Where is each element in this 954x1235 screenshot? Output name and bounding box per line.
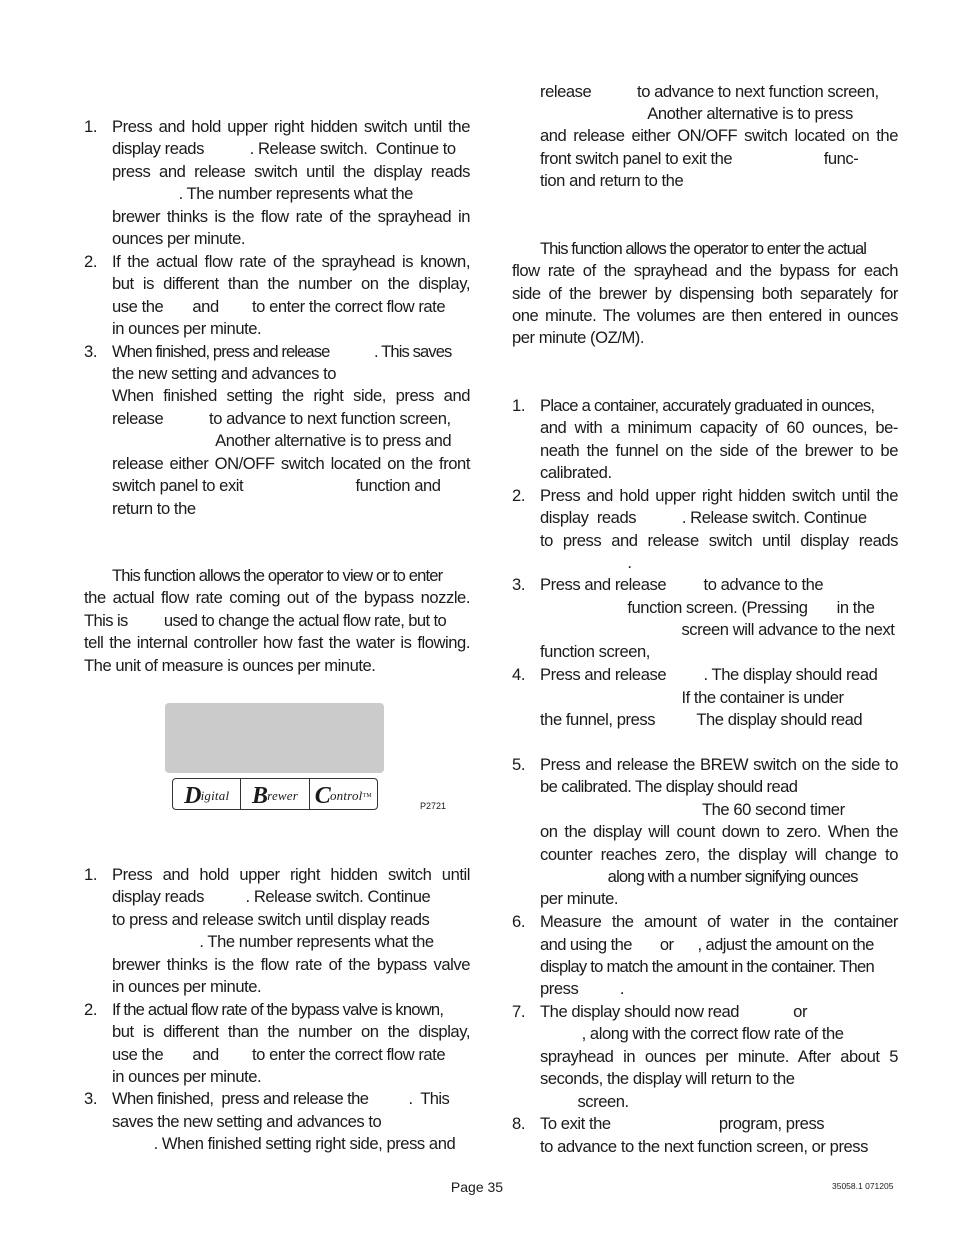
text-line: seconds, the display will return to the xyxy=(540,1069,795,1088)
text-line: one minute. The volumes are then entered in ounces xyxy=(512,306,898,325)
text-line: Press and hold upper right hidden switch until xyxy=(112,865,470,884)
text-line: Another alternative is to press and xyxy=(112,431,452,450)
text-line: per minute. xyxy=(540,889,619,908)
text-line: return to the xyxy=(112,499,196,518)
text-line: use the and to enter the correct flow rate xyxy=(112,297,446,316)
step-number: 1. xyxy=(84,117,98,136)
text-line: screen. xyxy=(540,1092,629,1111)
logo-digital xyxy=(173,779,241,809)
page-number: Page 35 xyxy=(450,1179,504,1195)
text-line: release to advance to next function screen, xyxy=(540,82,879,101)
text-line: This function allows the operator to view or to enter xyxy=(112,566,443,585)
text-line: along with a number signifying ounces xyxy=(540,867,858,886)
text-line: When finished setting the right side, press and xyxy=(112,386,470,405)
text-line: Press and release the BREW switch on the side to xyxy=(540,755,898,774)
text-line: but is different than the number on the display, xyxy=(112,274,470,293)
text-line: brewer thinks is the flow rate of the bypass valve xyxy=(112,955,470,974)
text-line: The display should now read or xyxy=(540,1002,808,1021)
text-line: If the actual flow rate of the bypass valve is known, xyxy=(112,1000,444,1019)
text-line: press . xyxy=(540,979,625,998)
text-line: counter reaches zero, the display will change to xyxy=(540,845,898,864)
step-number: 3. xyxy=(512,575,526,594)
text-line: display reads . Release switch. Continue xyxy=(540,508,867,527)
text-line: the funnel, press The display should read xyxy=(540,710,863,729)
step-number: 2. xyxy=(512,486,526,505)
text-line: To exit the program, press xyxy=(540,1114,825,1133)
text-line: screen will advance to the next xyxy=(540,620,895,639)
text-line: and release either ON/OFF switch located on the xyxy=(540,126,898,145)
text-line: display reads . Release switch. Continue to xyxy=(112,139,456,158)
text-line: Another alternative is to press xyxy=(540,104,853,123)
text-line: The unit of measure is ounces per minute. xyxy=(84,656,376,675)
text-line: display reads . Release switch. Continue xyxy=(112,887,431,906)
logo-word: rewer xyxy=(267,787,299,803)
logo-brewer xyxy=(241,779,309,809)
text-line: be calibrated. The display should read xyxy=(540,777,798,796)
text-line: tell the internal controller how fast the water is flowing. xyxy=(84,633,470,652)
text-line: Press and hold upper right hidden switch until the xyxy=(540,486,898,505)
text-line: to advance to the next function screen, or press xyxy=(540,1137,868,1156)
text-line: the actual flow rate coming out of the bypass nozzle. xyxy=(84,588,470,607)
step-number: 6. xyxy=(512,912,526,931)
logo-control xyxy=(310,779,377,809)
text-line: . xyxy=(540,553,632,572)
text-line: front switch panel to exit the func- xyxy=(540,149,859,168)
step-number: 2. xyxy=(84,1000,98,1019)
text-line: Place a container, accurately graduated in ounces, xyxy=(540,396,875,415)
text-line: If the container is under xyxy=(540,688,844,707)
text-line: use the and to enter the correct flow rate xyxy=(112,1045,446,1064)
display-panel xyxy=(165,703,384,773)
text-line: flow rate of the sprayhead and the bypass for each xyxy=(512,261,898,280)
text-line: When finished, press and release . This saves xyxy=(112,342,452,361)
text-line: on the display will count down to zero. When the xyxy=(540,822,898,841)
step-number: 3. xyxy=(84,342,98,361)
step-number: 3. xyxy=(84,1089,98,1108)
text-line: This function allows the operator to enter the actual xyxy=(540,239,866,258)
logo-initial: D xyxy=(184,782,202,809)
text-line: brewer thinks is the flow rate of the sprayhead in xyxy=(112,207,470,226)
text-line: The 60 second timer xyxy=(540,800,845,819)
logo-initial: B xyxy=(251,782,269,809)
text-line: switch panel to exit function and xyxy=(112,476,441,495)
text-line: function screen. (Pressing in the xyxy=(540,598,875,617)
step-number: 8. xyxy=(512,1114,526,1133)
text-line: Measure the amount of water in the container xyxy=(540,912,898,931)
text-line: in ounces per minute. xyxy=(112,319,262,338)
text-line: sprayhead in ounces per minute. After about 5 xyxy=(540,1047,898,1066)
text-line: and with a minimum capacity of 60 ounces, be- xyxy=(540,418,898,437)
logo-word: igital xyxy=(200,787,230,803)
digital-brewer-control-logo xyxy=(172,778,378,810)
document-number: 35058.1 071205 xyxy=(832,1181,894,1191)
text-line: , along with the correct flow rate of the xyxy=(540,1024,844,1043)
text-line: to press and release switch until display reads xyxy=(540,531,898,550)
text-line: When finished, press and release the . This xyxy=(112,1089,450,1108)
step-number: 4. xyxy=(512,665,526,684)
text-line: saves the new setting and advances to xyxy=(112,1112,382,1131)
text-line: This is used to change the actual flow rate, but to xyxy=(84,611,447,630)
logo-word: ontrol xyxy=(329,787,363,803)
text-line: function screen, xyxy=(540,642,650,661)
text-line: . The number represents what the xyxy=(112,932,434,951)
text-line: and using the or , adjust the amount on the xyxy=(540,935,874,954)
step-number: 1. xyxy=(84,865,98,884)
text-line: in ounces per minute. xyxy=(112,977,262,996)
text-line: the new setting and advances to xyxy=(112,364,337,383)
text-line: . When finished setting right side, press and xyxy=(112,1134,456,1153)
text-line: Press and release to advance to the xyxy=(540,575,824,594)
text-line: . The number represents what the xyxy=(112,184,413,203)
step-number: 2. xyxy=(84,252,98,271)
text-line: If the actual flow rate of the sprayhead is known, xyxy=(112,252,470,271)
text-line: neath the funnel on the side of the brewer to be xyxy=(540,441,898,460)
figure-code: P2721 xyxy=(420,801,447,811)
text-line: tion and return to the xyxy=(540,171,684,190)
text-line: per minute (OZ/M). xyxy=(512,328,645,347)
text-line: press and release switch until the display reads xyxy=(112,162,470,181)
text-line: but is different than the number on the display, xyxy=(112,1022,470,1041)
step-number: 7. xyxy=(512,1002,526,1021)
text-line: Press and hold upper right hidden switch until the xyxy=(112,117,470,136)
logo-initial: C xyxy=(314,782,331,809)
text-line: side of the brewer by dispensing both separately for xyxy=(512,284,898,303)
text-line: display to match the amount in the container. Then xyxy=(540,957,874,976)
text-line: release to advance to next function screen, xyxy=(112,409,451,428)
text-line: release either ON/OFF switch located on the front xyxy=(112,454,470,473)
text-line: Press and release . The display should read xyxy=(540,665,878,684)
text-line: to press and release switch until display reads xyxy=(112,910,430,929)
text-line: calibrated. xyxy=(540,463,612,482)
step-number: 1. xyxy=(512,396,526,415)
step-number: 5. xyxy=(512,755,526,774)
text-line: ounces per minute. xyxy=(112,229,246,248)
text-line: in ounces per minute. xyxy=(112,1067,262,1086)
trademark: TM xyxy=(362,792,372,799)
